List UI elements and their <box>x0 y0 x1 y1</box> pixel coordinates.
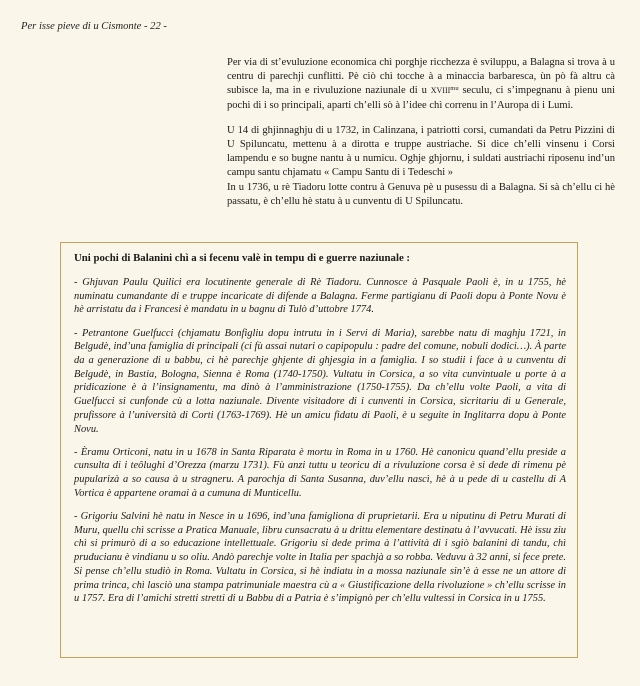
biography-guelfucci: - Petrantone Guelfucci (chjamatu Bonfigliu dopu intrutu in i Servi di Maria), sarebbe natu di maghju 1721, in Belgudè, ind’una famiglia di principali (ci fù assai nutari o capipopulu : padre del comune, nobuli dodici…). À parte da a generazione di u babbu, ci hè parechje ghjente di ghjesgia in a famiglia. I so studii i face à u cunventu di Belgudè, in Bastia, Bologna, Sienna è Roma (1740-1750). Vultatu in Corsica, a so vita cunvintuale u porte à a pridicazione è à l’insignamentu, ma dinò à l’amministrazione (1750-1755). Da ch’ellu volte Paoli, a vita di Guelfucci si cunfonde cù a lotta naziunale. Divente visitadore di i cunventi in Corsica, sicritariu di u Generale, prufissore à l’università di Corti (1763-1769). Hè un amicu fidatu di Paoli, è u seguite in Inglitarra dopu à Ponte Novu. <box>74 327 566 435</box>
intro-paragraph-1 <box>227 56 615 113</box>
intro-paragraph-3: In u 1736, u rè Tiadoru lotte contru à Genuva pè u pusessu di a Balagna. Si sà ch’ellu ci hè passatu, è ch’ellu hè statu à u cunventu di U Spiluncatu. <box>227 181 615 207</box>
intro-paragraph-1-part-a: Per via di st’evuluzione economica chì porghje ricchezza è sviluppu, a Balagna si trova à u centru di parechji cunflitti. Pè ciò chì tocche à a minaccia barbaresca, ùn pò fà altru cà subisce la, ma in e rivuluzione naziunale di u <box>227 57 615 97</box>
biography-quilici: - Ghjuvan Paulu Quilici era locutinente generale di Rè Tiadoru. Cunnosce à Pasquale Paoli è, in u 1755, hè numinatu cumandante di e truppe incaricate di difende a Balagna. Ferme partigianu di Paoli dopu à Ponte Novu è hè arristatu da i Francesi è mandatu in u bagnu di Tulò d’uttobre 1774. <box>74 277 566 316</box>
intro-text <box>227 56 615 220</box>
box-title: Uni pochi di Balanini chì a si fecenu valè in tempu di e guerre naziunale : <box>74 252 411 264</box>
biographies-box <box>60 242 578 658</box>
century-numeral: XVIII <box>430 86 451 96</box>
running-header: Per isse pieve di u Cismonte - 22 - <box>21 21 167 32</box>
biography-orticoni: - Èramu Orticoni, natu in u 1678 in Santa Riparata è mortu in Roma in u 1760. Hè canonicu quand’ellu preside a cunsulta di i teôlughi d’Orezza (marzu 1731). Fù anzi tuttu u teoricu di a rivuluzione corsa è si dede di rimenu pè pupularizà a so causa à u stragneru. A parochja di Santa Susanna, duv’ellu nascì, hè à u pede di u castellu di A Vortica è appartene oramai à a cumuna di Munticellu. <box>74 446 566 499</box>
intro-paragraph-2: U 14 di ghjinnaghju di u 1732, in Calinzana, i patriotti corsi, cumandati da Petru Pizzini di U Spiluncatu, mettenu à a dirotta e truppe austriache. Si dice ch’elli vinsenu i Corsi lampendu e so bugne nantu à u numicu. Oghje ghjornu, i suldati austriachi riposenu ind’un campu santu chjamatu « Campu Santu di i Tedeschi » <box>227 124 615 179</box>
century-suffix: mu <box>450 85 459 93</box>
intro-paragraph-1-part-b: seculu, ci s’impegnanu à pienu uni pochi di i so principali, aparti ch’elli sò à l’idee chì correnu in l’Auropa di i Lumi. <box>227 85 615 111</box>
biography-salvini: - Grigoriu Salvini hè natu in Nesce in u 1696, ind’una famigliona di pruprietarii. Era u niputinu di Petru Murati di Muru, quellu chì scrisse a Pratica Manuale, libru cunsacratu à u drittu elementare destinatu à l’avvucati. Hè issu ziu chì si primurò di a so educazione intellettuale. Grigoriu si dede prima à l’attività di i sgiò balanini di tandu, chì pruducianu è vindianu u so oliu. Andò parechje volte in Italia per spachjà a so robba. Veduvu à 32 anni, si fece prete. Si pense ch’ellu studiò in Roma. Vultatu in Corsica, si hè indiatu in a mossa naziunale sin’è à esse ne un attore di prima trinca, chì lasciò una stampa patrimuniale maestra cù a « Giustificazione della rivoluzione » ch’ellu scrisse in u 1757. Era di l’amichi stretti stretti di u Babbu di a Patria è s’impignò per ch’ellu vultessi in Corsica in u 1755. <box>74 511 566 605</box>
